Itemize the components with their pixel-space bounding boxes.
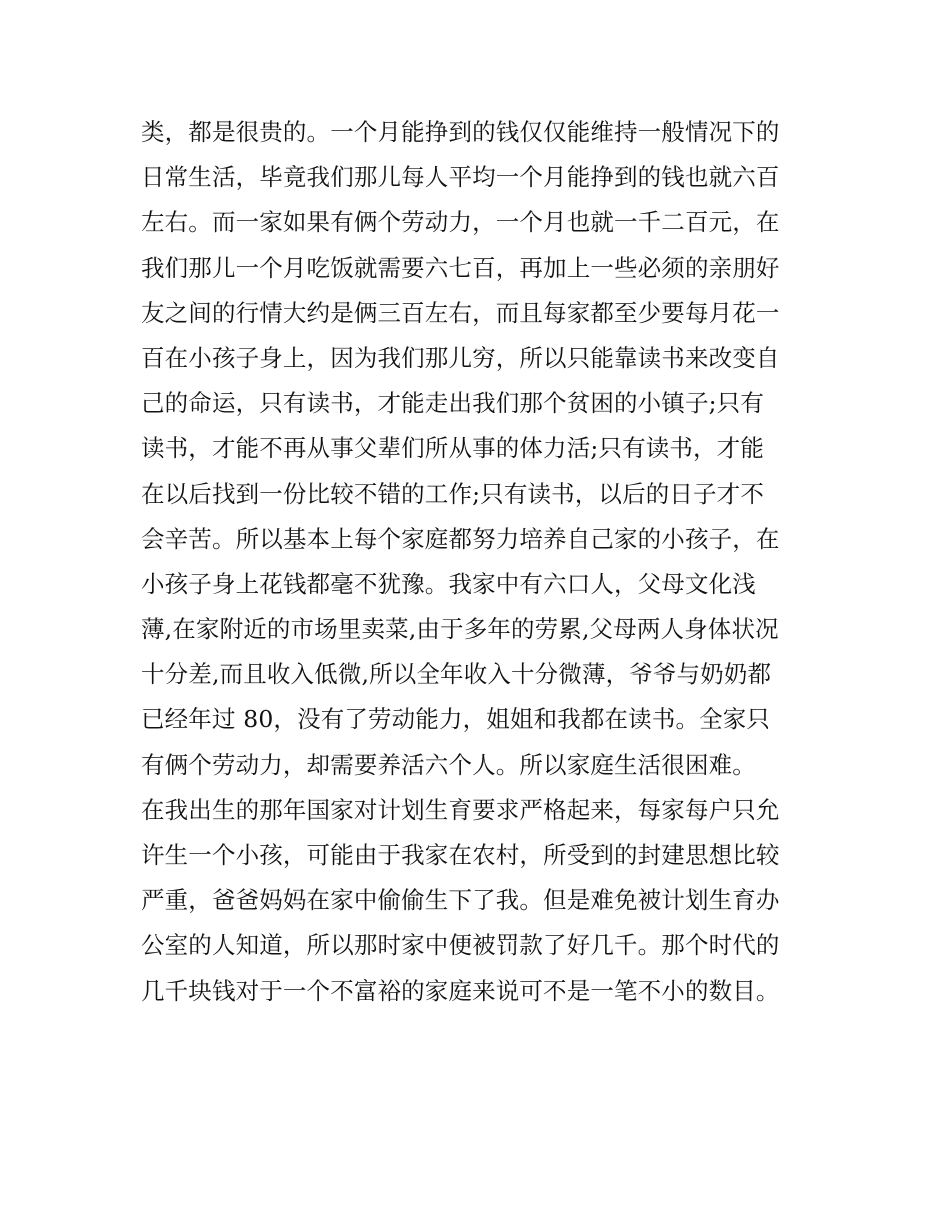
text-line: 几千块钱对于一个不富裕的家庭来说可不是一笔不小的数目。: [141, 976, 780, 1005]
text-line: 在以后找到一份比较不错的工作;只有读书，以后的日子才不: [141, 479, 764, 508]
text-line: 左右。而一家如果有俩个劳动力，一个月也就一千二百元，在: [141, 208, 780, 237]
text-line: 已经年过 80，没有了劳动能力，姐姐和我都在读书。全家只: [141, 705, 771, 734]
text-line: 有俩个劳动力，却需要养活六个人。所以家庭生活很困难。: [141, 750, 756, 779]
text-line: 许生一个小孩，可能由于我家在农村，所受到的封建思想比较: [141, 841, 780, 869]
text-line: 公室的人知道，所以那时家中便被罚款了好几千。那个时代的: [141, 931, 780, 960]
text-line: 友之间的行情大约是俩三百左右，而且每家都至少要每月花一: [141, 298, 780, 327]
text-line: 日常生活，毕竟我们那儿每人平均一个月能挣到的钱也就六百: [141, 163, 780, 192]
text-line: 十分差,而且收入低微,所以全年收入十分微薄，爷爷与奶奶都: [141, 660, 772, 689]
text-line: 薄,在家附近的市场里卖菜,由于多年的劳累,父母两人身体状况: [141, 615, 779, 644]
text-line: 类，都是很贵的。一个月能挣到的钱仅仅能维持一般情况下的: [141, 118, 780, 146]
text-line: 小孩子身上花钱都毫不犹豫。我家中有六口人，父母文化浅: [141, 569, 756, 598]
text-line: 严重，爸爸妈妈在家中偷偷生下了我。但是难免被计划生育办: [141, 886, 780, 915]
text-line: 在我出生的那年国家对计划生育要求严格起来，每家每户只允: [141, 795, 780, 824]
body-text: [141, 110, 821, 1014]
text-line: 读书，才能不再从事父辈们所从事的体力活;只有读书，才能: [141, 434, 764, 463]
text-line: 百在小孩子身上，因为我们那儿穷，所以只能靠读书来改变自: [141, 343, 780, 372]
text-line: 会辛苦。所以基本上每个家庭都努力培养自己家的小孩子，在: [141, 524, 780, 553]
text-line: 我们那儿一个月吃饭就需要六七百，再加上一些必须的亲朋好: [141, 253, 780, 282]
text-line: 己的命运，只有读书，才能走出我们那个贫困的小镇子;只有: [141, 389, 764, 418]
